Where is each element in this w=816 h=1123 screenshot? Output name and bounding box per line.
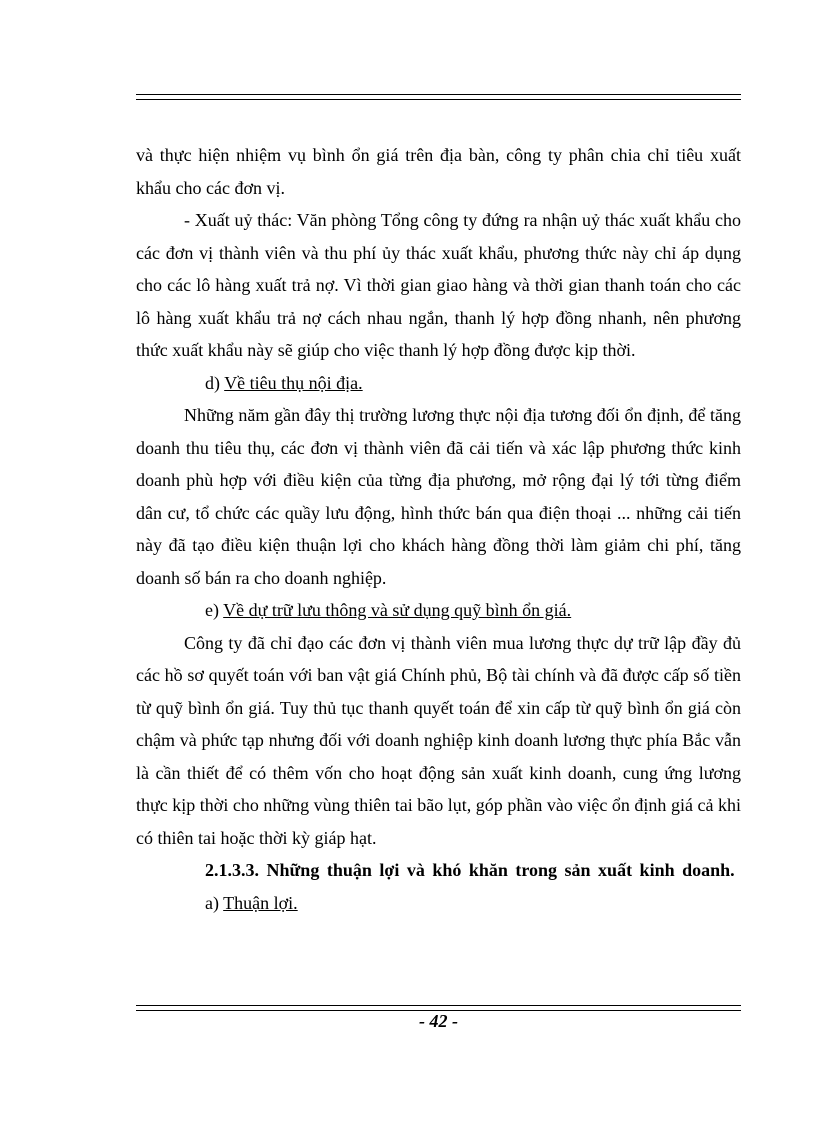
subheading-a-prefix: a) <box>205 892 219 913</box>
paragraph-tieu-thu-noi-dia: Những năm gần đây thị trường lương thực nội địa tương đối ổn định, để tăng doanh thu tiêu thụ, các đơn vị thành viên đã cải tiến và xác lập phương thức kinh doanh phù hợp với điều kiện của từng địa phương, mở rộng đại lý tới từng điểm dân cư, tổ chức các quầy lưu động, hình thức bán qua điện thoại ... những cải tiến này đã tạo điều kiện thuận lợi cho khách hàng đồng thời làm giảm chi phí, tăng doanh số bán ra cho doanh nghiệp. <box>136 405 741 588</box>
page-number: - 42 - <box>419 1011 458 1031</box>
subheading-d-title: Về tiêu thụ nội địa. <box>224 372 363 393</box>
subheading-a-title: Thuận lợi. <box>223 892 298 913</box>
subheading-e-title: Về dự trữ lưu thông và sử dụng quỹ bình ổn giá. <box>223 600 572 620</box>
subheading-d-prefix: d) <box>205 372 220 393</box>
header-double-rule <box>136 94 741 100</box>
section-heading-2133: 2.1.3.3. Những thuận lợi và khó khăn trong sản xuất kinh doanh. <box>205 860 735 880</box>
paragraph-du-tru-luu-thong: Công ty đã chỉ đạo các đơn vị thành viên mua lương thực dự trữ lập đầy đủ các hồ sơ quyết toán với ban vật giá Chính phủ, Bộ tài chính và đã được cấp số tiền từ quỹ bình ổn giá. Tuy thủ tục thanh quyết toán để xin cấp từ quỹ bình ổn giá còn chậm và phức tạp nhưng đối với doanh nghiệp kinh doanh lương thực phía Bắc vẫn là cần thiết để có thêm vốn cho hoạt động sản xuất kinh doanh, cung ứng lương thực kịp thời cho những vùng thiên tai bão lụt, góp phần vào việc ổn định giá cả khi có thiên tai hoặc thời kỳ giáp hạt. <box>136 632 741 848</box>
subheading-e-prefix: e) <box>205 600 219 620</box>
paragraph-xuat-uy-thac: - Xuất uỷ thác: Văn phòng Tổng công ty đứng ra nhận uỷ thác xuất khẩu cho các đơn vị thành viên và thu phí ủy thác xuất khẩu, phương thức này chỉ áp dụng cho các lô hàng xuất trả nợ. Vì thời gian giao hàng và thời gian thanh toán cho các lô hàng xuất khẩu trả nợ cách nhau ngắn, thanh lý hợp đồng nhanh, nên phương thức xuất khẩu này sẽ giúp cho việc thanh lý hợp đồng được kịp thời. <box>136 210 741 360</box>
subheading-d <box>136 367 741 400</box>
body-text <box>136 139 741 919</box>
subheading-e <box>136 594 741 627</box>
paragraph-intro: và thực hiện nhiệm vụ bình ổn giá trên địa bàn, công ty phân chia chỉ tiêu xuất khẩu cho các đơn vị. <box>136 145 741 198</box>
subheading-a <box>136 887 741 920</box>
